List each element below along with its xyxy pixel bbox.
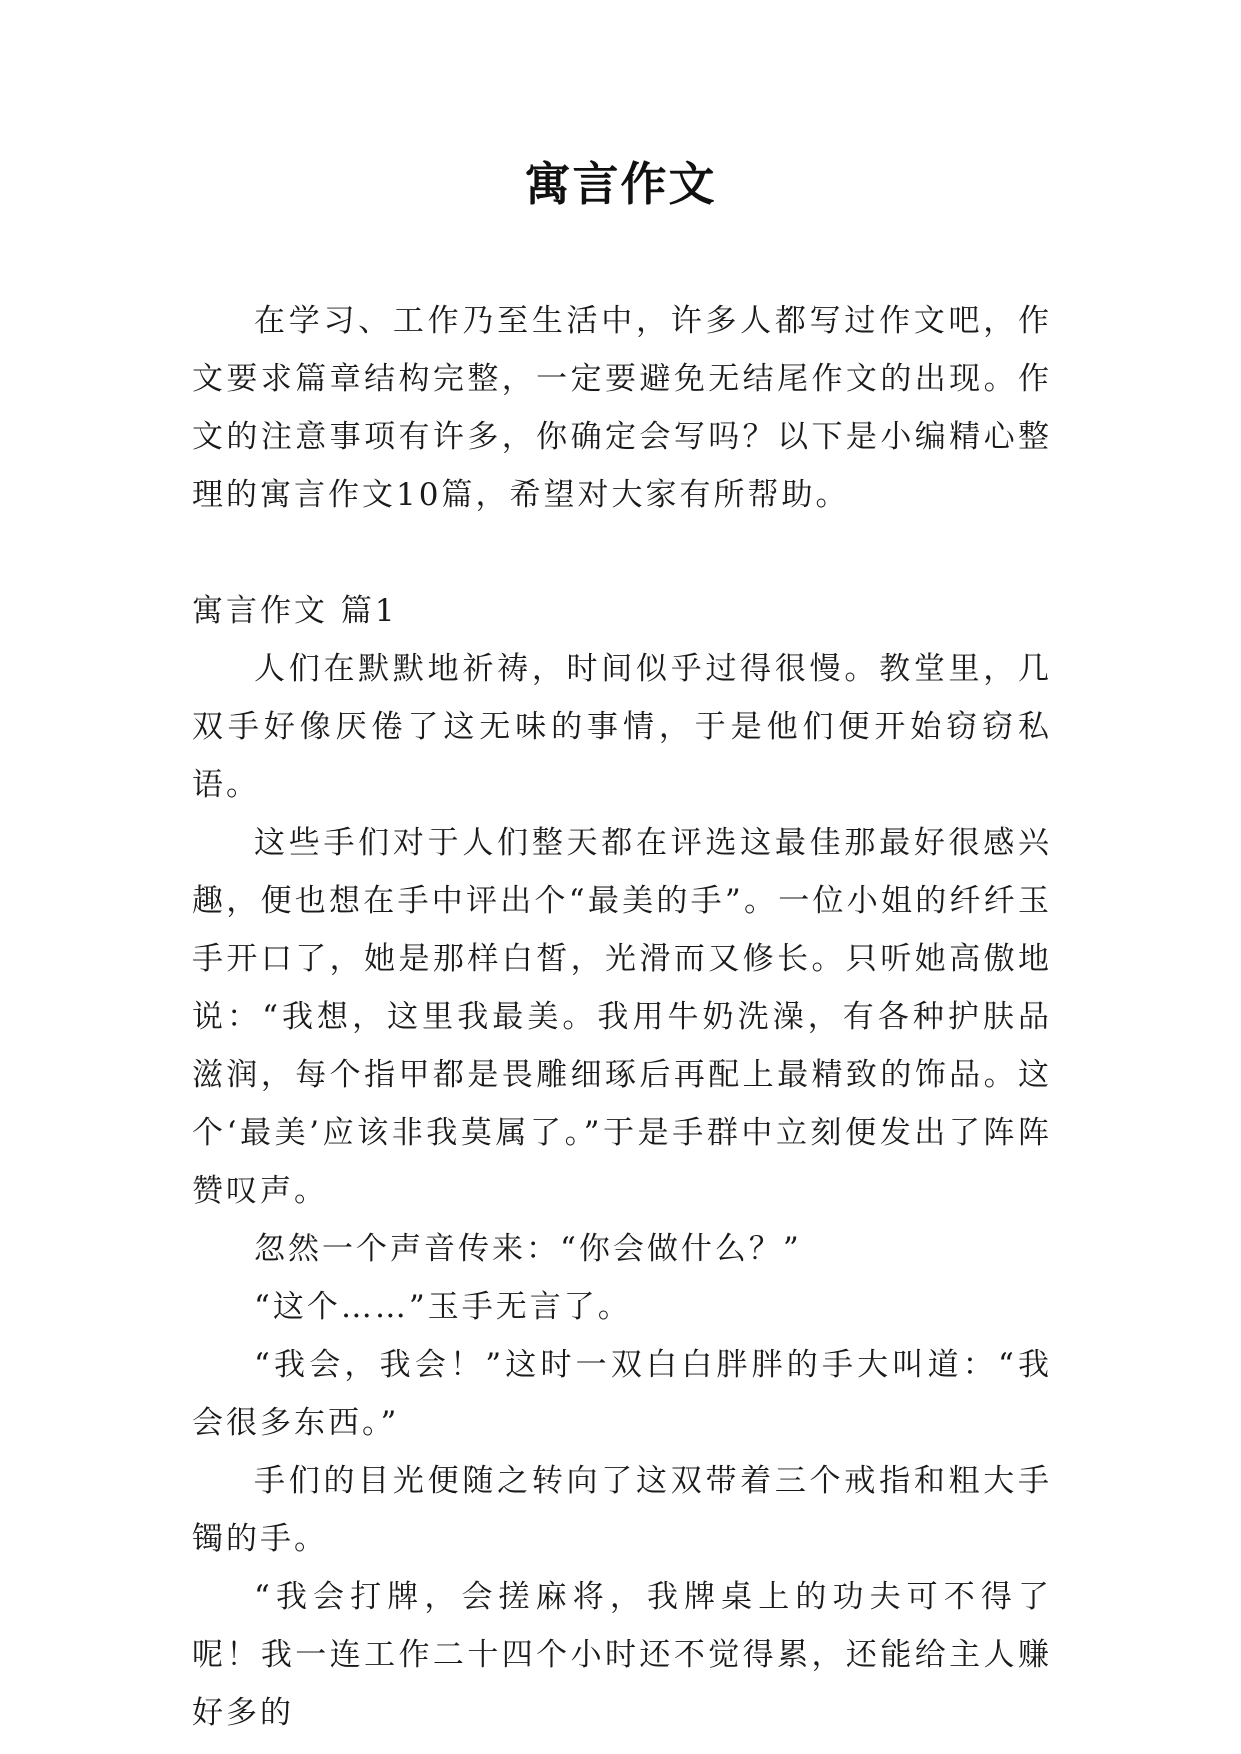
document-title: 寓言作文 [524, 157, 717, 211]
body-paragraph: “我会打牌，会搓麻将，我牌桌上的功夫可不得了呢！我一连工作二十四个小时还不觉得累，还能给主人赚好多的 [192, 1579, 1052, 1731]
body-paragraph: 这些手们对于人们整天都在评选这最佳那最好很感兴趣，便也想在手中评出个“最美的手”。一位小姐的纤纤玉手开口了，她是那样白皙，光滑而又修长。只听她高傲地说：“我想，这里我最美。我用牛奶洗澡，有各种护肤品滋润，每个指甲都是畏雕细琢后再配上最精致的饰品。这个‘最美’应该非我莫属了。”于是手群中立刻便发出了阵阵赞叹声。 [192, 825, 1052, 1209]
paragraph-spacer [192, 524, 1052, 582]
body-paragraph: “我会，我会！”这时一双白白胖胖的手大叫道：“我会很多东西。” [192, 1347, 1052, 1441]
body-paragraph: “这个……”玉手无言了。 [254, 1289, 632, 1325]
body-paragraph: 手们的目光便随之转向了这双带着三个戒指和粗大手镯的手。 [192, 1463, 1052, 1557]
intro-paragraph: 在学习、工作乃至生活中，许多人都写过作文吧，作文要求篇章结构完整，一定要避免无结尾作文的出现。作文的注意事项有许多，你确定会写吗？以下是小编精心整理的寓言作文10篇，希望对大家有所帮助。 [192, 303, 1052, 513]
body-paragraph: 忽然一个声音传来：“你会做什么？” [254, 1231, 802, 1267]
body-paragraph: 人们在默默地祈祷，时间似乎过得很慢。教堂里，几双手好像厌倦了这无味的事情，于是他们便开始窃窃私语。 [192, 651, 1052, 803]
document-body [192, 292, 1052, 1742]
section-heading: 寓言作文 篇1 [192, 593, 398, 629]
